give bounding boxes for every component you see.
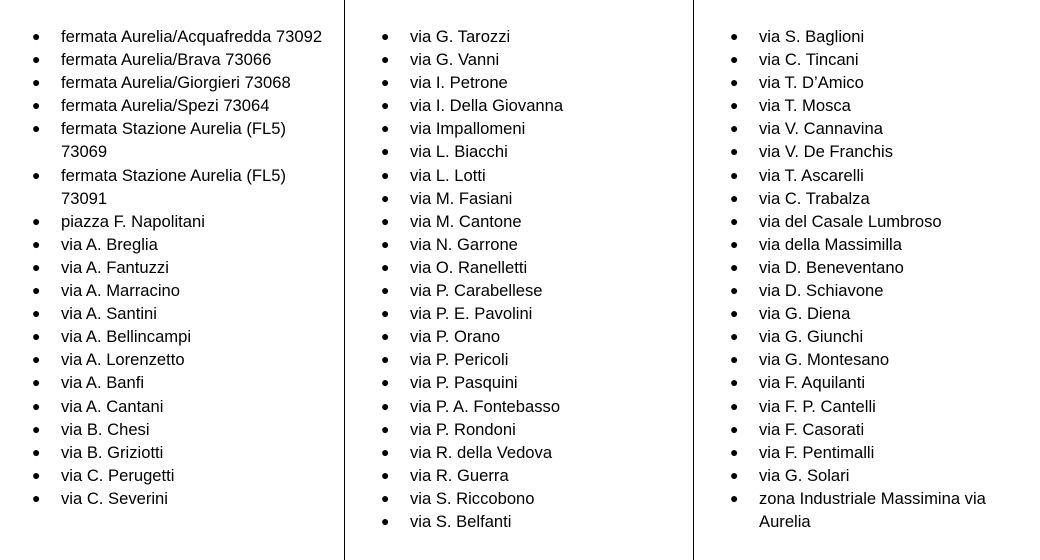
street-name: via C. Trabalza bbox=[759, 188, 870, 208]
street-name: via F. Casorati bbox=[759, 419, 865, 439]
bullet-icon: ● bbox=[730, 489, 739, 506]
bullet-icon: ● bbox=[32, 397, 41, 414]
bullet-icon: ● bbox=[730, 212, 739, 229]
street-name: via T. Mosca bbox=[759, 96, 851, 116]
street-name: via S. Baglioni bbox=[759, 27, 865, 46]
list-item bbox=[694, 164, 1040, 187]
street-name: via M. Cantone bbox=[410, 211, 522, 231]
street-name: via V. De Franchis bbox=[759, 142, 894, 162]
bullet-icon: ● bbox=[730, 328, 739, 345]
bullet-icon: ● bbox=[32, 235, 41, 252]
bullet-icon: ● bbox=[730, 351, 739, 368]
list-item bbox=[0, 325, 344, 348]
street-name: via A. Marracino bbox=[61, 281, 180, 301]
bullet-icon: ● bbox=[32, 28, 41, 44]
list-item bbox=[345, 117, 693, 140]
street-name: via G. Giunchi bbox=[759, 327, 864, 347]
list-item bbox=[0, 48, 344, 71]
street-name: via P. E. Pavolini bbox=[410, 304, 533, 324]
street-name: via A. Cantani bbox=[61, 396, 164, 416]
bullet-icon: ● bbox=[381, 258, 390, 275]
street-name: via M. Fasiani bbox=[410, 188, 513, 208]
bullet-icon: ● bbox=[32, 166, 41, 183]
street-name: via P. Rondoni bbox=[410, 419, 516, 439]
bullet-icon: ● bbox=[32, 120, 41, 137]
list-item bbox=[345, 256, 693, 279]
bullet-icon: ● bbox=[381, 489, 390, 506]
list-item bbox=[345, 395, 693, 418]
street-name: via G. Diena bbox=[759, 304, 851, 324]
list-item bbox=[694, 464, 1040, 487]
list-item bbox=[694, 117, 1040, 140]
bullet-icon: ● bbox=[381, 143, 390, 160]
bullet-icon: ● bbox=[730, 74, 739, 91]
list-item bbox=[345, 464, 693, 487]
bullet-icon: ● bbox=[730, 166, 739, 183]
list-item bbox=[345, 418, 693, 441]
street-name: via R. Guerra bbox=[410, 465, 509, 485]
list-item bbox=[694, 348, 1040, 371]
bullet-icon: ● bbox=[381, 512, 390, 529]
street-name: fermata Aurelia/Acquafredda 73092 bbox=[61, 27, 323, 46]
street-name: via C. Perugetti bbox=[61, 465, 175, 485]
bullet-icon: ● bbox=[730, 189, 739, 206]
list-item bbox=[694, 140, 1040, 163]
list-item bbox=[0, 395, 344, 418]
bullet-icon: ● bbox=[381, 28, 390, 44]
bullet-icon: ● bbox=[32, 74, 41, 91]
list-item bbox=[345, 325, 693, 348]
bullet-icon: ● bbox=[381, 351, 390, 368]
list-item bbox=[694, 325, 1040, 348]
street-name: fermata Aurelia/Spezi 73064 bbox=[61, 96, 270, 116]
list-item bbox=[345, 140, 693, 163]
list-item bbox=[345, 71, 693, 94]
list-item bbox=[694, 256, 1040, 279]
list-item bbox=[694, 48, 1040, 71]
list-item bbox=[345, 441, 693, 464]
street-name: via I. Petrone bbox=[410, 73, 508, 93]
bullet-icon: ● bbox=[381, 51, 390, 68]
bullet-icon: ● bbox=[730, 235, 739, 252]
street-name: via F. Pentimalli bbox=[759, 442, 875, 462]
bullet-icon: ● bbox=[32, 212, 41, 229]
street-name: via G. Tarozzi bbox=[410, 27, 511, 46]
bullet-icon: ● bbox=[381, 97, 390, 114]
street-name: via C. Severini bbox=[61, 488, 168, 508]
bullet-icon: ● bbox=[381, 374, 390, 391]
list-item bbox=[694, 210, 1040, 233]
list-item bbox=[345, 164, 693, 187]
street-name: via P. A. Fontebasso bbox=[410, 396, 561, 416]
list-item bbox=[694, 94, 1040, 117]
street-name: via S. Belfanti bbox=[410, 511, 512, 531]
bullet-icon: ● bbox=[730, 120, 739, 137]
street-name: via C. Tincani bbox=[759, 50, 859, 70]
street-name: piazza F. Napolitani bbox=[61, 211, 205, 231]
bullet-icon: ● bbox=[381, 397, 390, 414]
bullet-icon: ● bbox=[730, 466, 739, 483]
street-name: via L. Lotti bbox=[410, 165, 486, 185]
bullet-icon: ● bbox=[32, 489, 41, 506]
street-name: via del Casale Lumbroso bbox=[759, 211, 942, 231]
list-item bbox=[345, 302, 693, 325]
street-name: via A. Banfi bbox=[61, 373, 145, 393]
street-name: via A. Lorenzetto bbox=[61, 350, 185, 370]
bullet-icon: ● bbox=[381, 328, 390, 345]
bullet-icon: ● bbox=[730, 420, 739, 437]
list-item bbox=[345, 25, 693, 48]
bullet-icon: ● bbox=[381, 212, 390, 229]
street-list bbox=[694, 25, 1040, 533]
bullet-icon: ● bbox=[730, 282, 739, 299]
street-name: via della Massimilla bbox=[759, 234, 902, 254]
street-name: via G. Vanni bbox=[410, 50, 500, 70]
list-item bbox=[345, 487, 693, 510]
bullet-icon: ● bbox=[730, 28, 739, 44]
street-name: fermata Stazione Aurelia (FL5) 73091 bbox=[61, 165, 287, 208]
bullet-icon: ● bbox=[381, 189, 390, 206]
list-item bbox=[0, 233, 344, 256]
bullet-icon: ● bbox=[32, 97, 41, 114]
street-name: via A. Bellincampi bbox=[61, 327, 192, 347]
bullet-icon: ● bbox=[32, 51, 41, 68]
bullet-icon: ● bbox=[32, 328, 41, 345]
bullet-icon: ● bbox=[32, 466, 41, 483]
street-name: via F. Aquilanti bbox=[759, 373, 866, 393]
bullet-icon: ● bbox=[381, 166, 390, 183]
street-name: fermata Stazione Aurelia (FL5) 73069 bbox=[61, 119, 287, 162]
bullet-icon: ● bbox=[730, 51, 739, 68]
bullet-icon: ● bbox=[381, 235, 390, 252]
table-column-3 bbox=[693, 0, 1040, 560]
list-item bbox=[0, 210, 344, 233]
bullet-icon: ● bbox=[730, 97, 739, 114]
bullet-icon: ● bbox=[381, 74, 390, 91]
list-item bbox=[694, 187, 1040, 210]
list-item bbox=[0, 418, 344, 441]
bullet-icon: ● bbox=[381, 420, 390, 437]
list-item bbox=[0, 94, 344, 117]
list-item bbox=[345, 233, 693, 256]
bullet-icon: ● bbox=[381, 466, 390, 483]
list-item bbox=[694, 25, 1040, 48]
list-item bbox=[0, 302, 344, 325]
bullet-icon: ● bbox=[381, 305, 390, 322]
list-item bbox=[694, 418, 1040, 441]
street-name: via F. P. Cantelli bbox=[759, 396, 876, 416]
list-item bbox=[0, 464, 344, 487]
bullet-icon: ● bbox=[381, 282, 390, 299]
list-item bbox=[345, 371, 693, 394]
bullet-icon: ● bbox=[381, 443, 390, 460]
street-name: fermata Aurelia/Giorgieri 73068 bbox=[61, 73, 291, 93]
list-item bbox=[694, 395, 1040, 418]
list-item bbox=[0, 441, 344, 464]
list-item bbox=[0, 371, 344, 394]
list-item bbox=[0, 348, 344, 371]
bullet-icon: ● bbox=[32, 443, 41, 460]
street-name: via O. Ranelletti bbox=[410, 257, 528, 277]
bullet-icon: ● bbox=[730, 397, 739, 414]
street-name: via P. Orano bbox=[410, 327, 501, 347]
list-item bbox=[694, 441, 1040, 464]
bullet-icon: ● bbox=[730, 258, 739, 275]
street-name: via I. Della Giovanna bbox=[410, 96, 564, 116]
street-name: zona Industriale Massimina via Aurelia bbox=[759, 488, 986, 531]
street-name: via A. Fantuzzi bbox=[61, 257, 169, 277]
street-name: via D. Beneventano bbox=[759, 257, 904, 277]
list-item bbox=[694, 71, 1040, 94]
bullet-icon: ● bbox=[32, 351, 41, 368]
street-name: via L. Biacchi bbox=[410, 142, 508, 162]
street-name: via D. Schiavone bbox=[759, 281, 884, 301]
table-column-1 bbox=[0, 0, 344, 560]
street-name: via Impallomeni bbox=[410, 119, 526, 139]
list-item bbox=[345, 279, 693, 302]
list-item bbox=[0, 25, 344, 48]
street-name: via P. Carabellese bbox=[410, 281, 543, 301]
list-item bbox=[345, 48, 693, 71]
bullet-icon: ● bbox=[730, 143, 739, 160]
bullet-icon: ● bbox=[381, 120, 390, 137]
street-name: via A. Santini bbox=[61, 304, 157, 324]
list-item bbox=[345, 348, 693, 371]
street-name: via P. Pericoli bbox=[410, 350, 509, 370]
table-column-2 bbox=[344, 0, 693, 560]
street-name: fermata Aurelia/Brava 73066 bbox=[61, 50, 272, 70]
bullet-icon: ● bbox=[32, 258, 41, 275]
street-name: via G. Montesano bbox=[759, 350, 890, 370]
street-name: via G. Solari bbox=[759, 465, 850, 485]
list-item bbox=[345, 210, 693, 233]
bullet-icon: ● bbox=[730, 443, 739, 460]
list-item bbox=[345, 187, 693, 210]
list-item bbox=[0, 256, 344, 279]
bullet-icon: ● bbox=[32, 305, 41, 322]
street-name: via V. Cannavina bbox=[759, 119, 883, 139]
list-item bbox=[0, 164, 344, 210]
street-name: via N. Garrone bbox=[410, 234, 518, 254]
list-item bbox=[0, 71, 344, 94]
bullet-icon: ● bbox=[32, 282, 41, 299]
street-list bbox=[345, 25, 693, 533]
list-item bbox=[0, 117, 344, 163]
list-item bbox=[694, 487, 1040, 533]
street-name: via T. D’Amico bbox=[759, 73, 864, 93]
list-item bbox=[345, 510, 693, 533]
list-item bbox=[694, 279, 1040, 302]
street-name: via T. Ascarelli bbox=[759, 165, 864, 185]
bullet-icon: ● bbox=[730, 374, 739, 391]
street-name: via B. Griziotti bbox=[61, 442, 164, 462]
list-item bbox=[0, 487, 344, 510]
list-item bbox=[694, 302, 1040, 325]
street-name: via B. Chesi bbox=[61, 419, 150, 439]
bullet-icon: ● bbox=[32, 420, 41, 437]
bullet-icon: ● bbox=[730, 305, 739, 322]
bullet-icon: ● bbox=[32, 374, 41, 391]
list-item bbox=[0, 279, 344, 302]
street-name: via A. Breglia bbox=[61, 234, 158, 254]
street-name: via S. Riccobono bbox=[410, 488, 535, 508]
street-name: via P. Pasquini bbox=[410, 373, 518, 393]
list-item bbox=[694, 233, 1040, 256]
street-list bbox=[0, 25, 344, 510]
list-item bbox=[694, 371, 1040, 394]
list-item bbox=[345, 94, 693, 117]
street-name: via R. della Vedova bbox=[410, 442, 553, 462]
